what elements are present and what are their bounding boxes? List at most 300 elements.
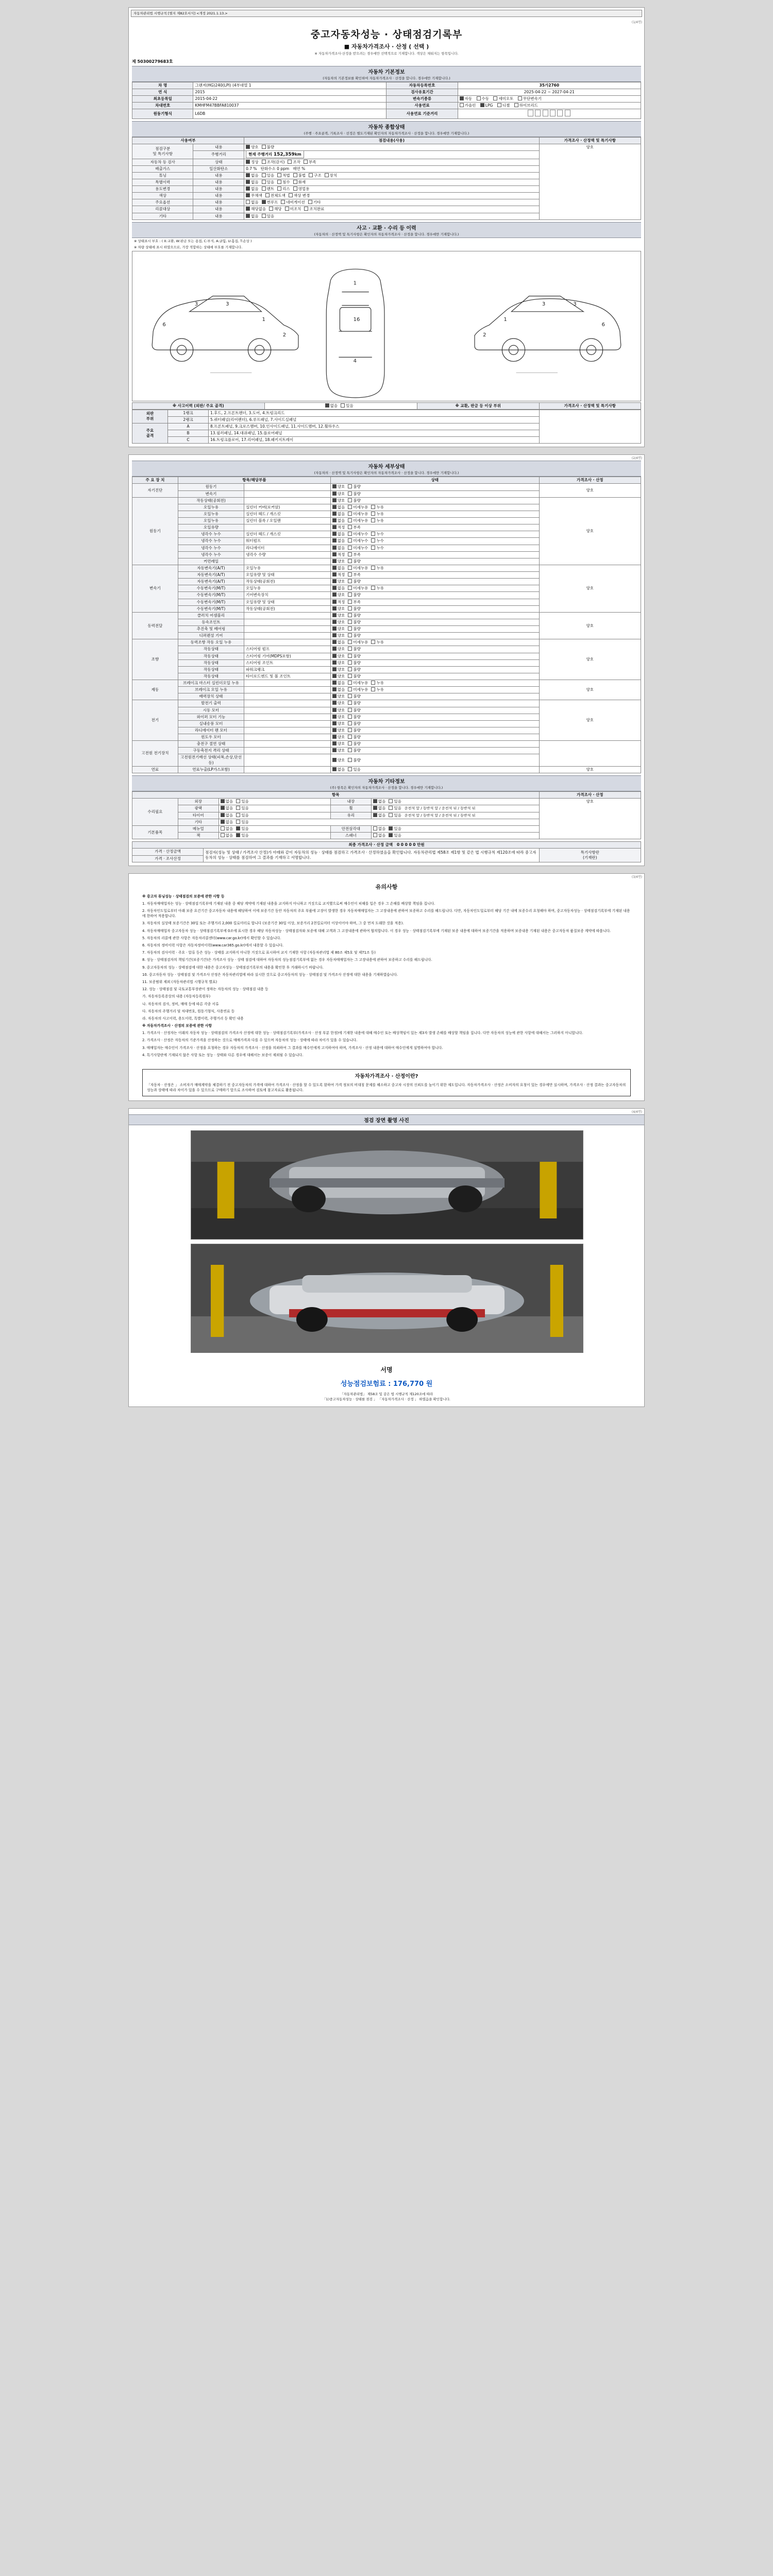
option-불량[interactable]: 불량: [348, 674, 361, 679]
option-불량[interactable]: 불량: [348, 654, 361, 659]
option-exists[interactable]: 있음: [262, 173, 275, 178]
checkbox-icon[interactable]: [371, 505, 375, 509]
option-누유[interactable]: 누유: [371, 640, 384, 645]
checkbox-icon[interactable]: [371, 518, 375, 522]
option-없음[interactable]: 없음: [332, 538, 345, 544]
option-양호[interactable]: 양호: [332, 613, 345, 618]
option-etc[interactable]: 기타: [308, 200, 321, 205]
option-없음[interactable]: 없음: [332, 546, 345, 551]
detail-subpart: [244, 497, 331, 504]
option-불량[interactable]: 불량: [348, 694, 361, 699]
option-없음[interactable]: 없음: [332, 640, 345, 645]
option-누유[interactable]: 누유: [371, 681, 384, 686]
option-none[interactable]: 없음: [246, 214, 259, 219]
option-양호[interactable]: 양호: [332, 748, 345, 753]
notice-heading-2: ※ 자동차가격조사 · 산정의 보증에 관한 사항: [142, 1024, 212, 1028]
option-불량[interactable]: 불량: [348, 748, 361, 753]
option-양호[interactable]: 양호: [332, 694, 345, 699]
option-없음[interactable]: 없음: [332, 767, 345, 772]
option-good[interactable]: 양호: [246, 145, 259, 150]
option-none[interactable]: 없음: [221, 799, 233, 804]
option-미세누수[interactable]: 미세누수: [348, 538, 368, 544]
checkbox-icon[interactable]: [348, 613, 352, 617]
option-적정[interactable]: 적정: [332, 572, 345, 578]
option-none[interactable]: 없음: [246, 180, 259, 185]
option-semiauto[interactable]: 세미오토: [493, 96, 513, 101]
checkbox-icon[interactable]: [332, 721, 337, 725]
label-fuel: 사용연료: [386, 102, 458, 109]
option-불량[interactable]: 불량: [348, 492, 361, 497]
option-양호[interactable]: 양호: [332, 701, 345, 706]
option-양호[interactable]: 양호: [332, 654, 345, 659]
checkbox-icon[interactable]: [348, 667, 352, 671]
checkbox-icon[interactable]: [348, 758, 352, 762]
option-불량[interactable]: 불량: [348, 715, 361, 720]
checkbox-icon[interactable]: [348, 592, 352, 597]
detail-part: 수동변속기(M/T): [178, 599, 244, 605]
option-없음[interactable]: 없음: [332, 681, 345, 686]
checkbox-icon[interactable]: [348, 728, 352, 732]
option-none[interactable]: 없음: [373, 799, 386, 804]
option-미세누유[interactable]: 미세누유: [348, 518, 368, 523]
checkbox-icon[interactable]: [332, 735, 337, 739]
inspection-photo-2: [191, 1244, 583, 1353]
option-colorchange[interactable]: 색상 변경: [289, 193, 310, 198]
option-exists[interactable]: 있음: [236, 806, 249, 811]
checkbox-icon[interactable]: [332, 566, 337, 570]
checkbox-icon[interactable]: [348, 694, 352, 698]
checkbox-icon[interactable]: [332, 687, 337, 691]
checkbox-icon[interactable]: [348, 748, 352, 752]
checkbox-icon[interactable]: [332, 586, 337, 590]
option-양호[interactable]: 양호: [332, 484, 345, 489]
checkbox-icon[interactable]: [332, 667, 337, 671]
row-state-2: [244, 159, 539, 165]
option-없음[interactable]: 없음: [332, 586, 345, 591]
option-누유[interactable]: 누유: [371, 566, 384, 571]
detail-subpart: [244, 612, 331, 619]
option-없음[interactable]: 없음: [332, 687, 345, 692]
checkbox-icon[interactable]: [332, 758, 337, 762]
checkbox-icon[interactable]: [332, 546, 337, 550]
option-lpg[interactable]: LPG: [480, 103, 493, 108]
option-양호[interactable]: 양호: [332, 498, 345, 503]
detail-part: 디퍼렌셜 기어: [178, 633, 244, 639]
checkbox-icon[interactable]: [348, 715, 352, 719]
option-불량[interactable]: 불량: [348, 708, 361, 713]
option-불량[interactable]: 불량: [348, 613, 361, 618]
option-미세누유[interactable]: 미세누유: [348, 681, 368, 686]
option-불량[interactable]: 불량: [348, 498, 361, 503]
option-미세누유[interactable]: 미세누유: [348, 586, 368, 591]
checkbox-icon[interactable]: [332, 600, 337, 604]
option-누유[interactable]: 누유: [371, 505, 384, 510]
option-미세누수[interactable]: 미세누수: [348, 546, 368, 551]
checkbox-icon[interactable]: [348, 633, 352, 637]
option-적정[interactable]: 적정: [332, 525, 345, 530]
option-불량[interactable]: 불량: [348, 741, 361, 747]
checkbox-icon[interactable]: [332, 532, 337, 536]
label-first-reg: 최초등록일: [132, 95, 193, 102]
option-none[interactable]: 없음: [221, 806, 233, 811]
checkbox-icon[interactable]: [371, 586, 375, 590]
option-exists[interactable]: 있음: [236, 826, 249, 832]
detail-group-name: 원동기: [132, 497, 178, 565]
checkbox-icon[interactable]: [371, 687, 375, 691]
option-diesel[interactable]: 디젤: [497, 103, 510, 108]
option-cvt[interactable]: 무단변속기: [518, 96, 542, 101]
option-structure[interactable]: 구조: [309, 173, 322, 178]
option-불량[interactable]: 불량: [348, 606, 361, 612]
checkbox-icon[interactable]: [348, 586, 352, 590]
option-불량[interactable]: 불량: [348, 633, 361, 638]
option-none[interactable]: 없음: [221, 813, 233, 818]
option-누수[interactable]: 누수: [371, 532, 384, 537]
checkbox-icon[interactable]: [348, 552, 352, 556]
option-양호[interactable]: 양호: [332, 492, 345, 497]
checkbox-icon[interactable]: [371, 681, 375, 685]
row-sub: 내용: [193, 206, 244, 213]
option-있음[interactable]: 있음: [348, 767, 361, 772]
option-부족[interactable]: 부족: [348, 525, 361, 530]
checkbox-icon[interactable]: [332, 701, 337, 705]
option-none[interactable]: 없음: [373, 806, 386, 811]
checkbox-icon[interactable]: [371, 538, 375, 543]
checkbox-icon[interactable]: [348, 512, 352, 516]
option-none[interactable]: 없음: [373, 813, 386, 818]
checkbox-icon[interactable]: [332, 748, 337, 752]
option-exists[interactable]: 있음: [389, 806, 401, 811]
checkbox-icon[interactable]: [348, 538, 352, 543]
option-누유[interactable]: 누유: [371, 518, 384, 523]
option-불량[interactable]: 불량: [348, 721, 361, 726]
option-미세누유[interactable]: 미세누유: [348, 687, 368, 692]
checkbox-icon[interactable]: [332, 579, 337, 583]
notice-item: 12. 성능 · 상태점검 및 국토교통부장관이 정하는 자동차의 성능 · 상태점검 내용 등: [142, 987, 268, 992]
detail-group-name: 자기진단: [132, 484, 178, 497]
option-exists[interactable]: 있음: [389, 799, 401, 804]
option-fullpaint[interactable]: 전체도색: [265, 193, 285, 198]
option-없음[interactable]: 없음: [332, 566, 345, 571]
option-양호[interactable]: 양호: [332, 674, 345, 679]
option-부족[interactable]: 부족: [348, 572, 361, 578]
option-illegal[interactable]: 불법: [293, 173, 306, 178]
option-lack[interactable]: 부족: [304, 160, 316, 165]
checkbox-icon[interactable]: [348, 532, 352, 536]
checkbox-icon[interactable]: [348, 767, 352, 771]
footer-line-2: 「1)중고자동차성능 · 상태를 점검 」 「자동차가격조사 · 산정 」 하였음을 확인합니다.: [323, 1397, 450, 1402]
option-exists[interactable]: 있음: [236, 799, 249, 804]
checkbox-icon[interactable]: [371, 532, 375, 536]
etc-sub-spanner: 스패너: [330, 833, 371, 839]
option-미세누유[interactable]: 미세누유: [348, 640, 368, 645]
checkbox-icon[interactable]: [348, 484, 352, 488]
option-exists[interactable]: 있음: [341, 403, 354, 409]
option-sunroof[interactable]: 썬루프: [262, 200, 278, 205]
accident-price-note: [539, 410, 641, 444]
detail-subpart: [244, 484, 331, 490]
option-none[interactable]: 없음: [246, 173, 259, 178]
option-누유[interactable]: 누유: [371, 586, 384, 591]
checkbox-icon[interactable]: [371, 566, 375, 570]
row-sub: 상태: [193, 159, 244, 165]
checkbox-icon[interactable]: [348, 701, 352, 705]
option-불량[interactable]: 불량: [348, 626, 361, 632]
option-양호[interactable]: 양호: [332, 647, 345, 652]
option-exists[interactable]: 있음: [389, 833, 401, 838]
option-부족[interactable]: 부족: [348, 600, 361, 605]
detail-state-options: [330, 484, 539, 490]
checkbox-icon[interactable]: [348, 721, 352, 725]
notice-item: 6. 자동차의 정비이력 사항은 자동차정비이력(www.car365.go.kr)에서 내용할 수 있습니다.: [142, 943, 284, 948]
option-양호[interactable]: 양호: [332, 660, 345, 666]
option-양호[interactable]: 양호: [332, 708, 345, 713]
option-양호[interactable]: 양호: [332, 721, 345, 726]
etc-state-other: [219, 819, 539, 825]
option-양호[interactable]: 양호: [332, 758, 345, 763]
option-legal[interactable]: 적법: [277, 173, 290, 178]
checkbox-icon[interactable]: [348, 505, 352, 509]
checkbox-icon[interactable]: [332, 741, 337, 745]
option-양호[interactable]: 양호: [332, 626, 345, 632]
option-불량[interactable]: 불량: [348, 660, 361, 666]
detail-part: 작동상태: [178, 666, 244, 673]
checkbox-icon[interactable]: [332, 694, 337, 698]
col-part: 항목/해당부품: [178, 477, 330, 484]
option-불량[interactable]: 불량: [348, 579, 361, 584]
option-applicable[interactable]: 해당: [269, 207, 282, 212]
checkbox-icon[interactable]: [348, 546, 352, 550]
detail-part: 작동상태: [178, 659, 244, 666]
table-row: [132, 484, 641, 490]
checkbox-icon[interactable]: [332, 640, 337, 644]
option-bad[interactable]: 불량: [262, 145, 275, 150]
detail-part: 오일유량: [178, 524, 244, 531]
label-carname: 차 명: [132, 82, 193, 89]
option-hybrid[interactable]: 하이브리드: [514, 103, 538, 108]
detail-subpart: 타이로드엔드 및 볼 조인트: [244, 673, 331, 680]
option-미세누유[interactable]: 미세누유: [348, 505, 368, 510]
option-양호[interactable]: 양호: [332, 592, 345, 598]
checkbox-icon[interactable]: [348, 647, 352, 651]
checkbox-icon[interactable]: [332, 613, 337, 617]
checkbox-icon[interactable]: [348, 566, 352, 570]
option-미세누수[interactable]: 미세누수: [348, 532, 368, 537]
price-statement: 점검자(성능 및 상태 / 가격조사 산정)가 아래와 같이 자동차의 성능 · 상태를 점검하고 가격조사 · 산정하였음을 확인합니다. 자동차관리법 제58조 제1항 및 같은 법 시행규칙 제120조에 따라 중고자동차의 성능 · 상태를 점검하여 그 결과를 기재하고 서명합니다.: [204, 849, 539, 862]
checkbox-icon[interactable]: [332, 633, 337, 637]
checkbox-icon[interactable]: [348, 559, 352, 563]
option-불량[interactable]: 불량: [348, 735, 361, 740]
option-양호[interactable]: 양호: [332, 741, 345, 747]
checkbox-icon[interactable]: [348, 741, 352, 745]
option-양호[interactable]: 양호: [332, 715, 345, 720]
option-exists[interactable]: 있음: [262, 180, 275, 185]
option-manual[interactable]: 수동: [477, 96, 490, 101]
option-적정[interactable]: 적정: [332, 552, 345, 557]
option-fire[interactable]: 화재: [293, 180, 306, 185]
checkbox-icon[interactable]: [348, 708, 352, 712]
checkbox-icon[interactable]: [332, 728, 337, 732]
checkbox-icon[interactable]: [348, 654, 352, 658]
option-exists[interactable]: 있음: [389, 826, 401, 832]
checkbox-icon[interactable]: [348, 606, 352, 611]
option-없음[interactable]: 없음: [332, 512, 345, 517]
option-양호[interactable]: 양호: [332, 728, 345, 733]
checkbox-icon[interactable]: [332, 498, 337, 502]
option-불량[interactable]: 불량: [348, 667, 361, 672]
option-부족[interactable]: 부족: [348, 552, 361, 557]
option-none[interactable]: 없음: [221, 826, 233, 832]
option-none[interactable]: 없음: [373, 833, 386, 838]
checkbox-icon[interactable]: [332, 620, 337, 624]
option-lease[interactable]: 리스: [277, 187, 290, 192]
option-exists[interactable]: 있음: [236, 820, 249, 825]
row-state-tuning: [244, 172, 539, 179]
checkbox-icon[interactable]: [332, 674, 337, 678]
section-title-accident: 사고 · 교환 · 수리 등 이력: [357, 225, 416, 231]
option-불량[interactable]: 불량: [348, 559, 361, 564]
checkbox-icon[interactable]: [332, 552, 337, 556]
option-gasoline[interactable]: 가솔린: [460, 103, 476, 108]
option-original[interactable]: 무채색: [246, 193, 262, 198]
checkbox-icon[interactable]: [332, 647, 337, 651]
checkbox-icon[interactable]: [332, 559, 337, 563]
option-없음[interactable]: 없음: [332, 532, 345, 537]
row-sub-label-mileage: 주행거리: [193, 151, 244, 159]
option-없음[interactable]: 없음: [332, 518, 345, 523]
checkbox-icon[interactable]: [332, 715, 337, 719]
option-양호[interactable]: 양호: [332, 667, 345, 672]
option-불량[interactable]: 불량: [348, 728, 361, 733]
etc-state-tire: [219, 812, 330, 819]
checkbox-icon[interactable]: [348, 572, 352, 577]
checkbox-icon[interactable]: [332, 512, 337, 516]
checkbox-icon[interactable]: [332, 654, 337, 658]
checkbox-icon[interactable]: [332, 708, 337, 712]
option-business[interactable]: 영업용: [293, 187, 310, 192]
option-불량[interactable]: 불량: [348, 620, 361, 625]
checkbox-icon[interactable]: [348, 620, 352, 624]
option-exists[interactable]: 있음: [262, 214, 275, 219]
option-누수[interactable]: 누수: [371, 538, 384, 544]
option-양호[interactable]: 양호: [332, 559, 345, 564]
option-양호[interactable]: 양호: [332, 579, 345, 584]
option-미세누유[interactable]: 미세누유: [348, 566, 368, 571]
option-tamper[interactable]: 조작(감지): [262, 160, 285, 165]
checkbox-icon[interactable]: [348, 681, 352, 685]
svg-text:4: 4: [353, 358, 357, 364]
option-unfixed[interactable]: 미조치: [285, 207, 301, 212]
option-적정[interactable]: 적정: [332, 600, 345, 605]
option-양호[interactable]: 양호: [332, 606, 345, 612]
checkbox-icon[interactable]: [348, 626, 352, 631]
option-fixed[interactable]: 조치완료: [304, 207, 324, 212]
checkbox-icon[interactable]: [332, 572, 337, 577]
checkbox-icon[interactable]: [348, 660, 352, 665]
option-auto[interactable]: 자동: [460, 96, 473, 101]
option-none[interactable]: 없음: [221, 820, 233, 825]
option-normal[interactable]: 정상: [246, 160, 259, 165]
checkbox-icon[interactable]: [371, 512, 375, 516]
checkbox-icon[interactable]: [332, 484, 337, 488]
checkbox-icon[interactable]: [348, 518, 352, 522]
notice-heading-1: ※ 중고차 튜닝성능 · 상태점검의 보증에 관한 사항 등: [142, 894, 225, 899]
option-navigation[interactable]: 네비게이션: [281, 200, 305, 205]
checkbox-icon[interactable]: [332, 660, 337, 665]
checkbox-icon[interactable]: [332, 492, 337, 496]
option-불량[interactable]: 불량: [348, 701, 361, 706]
detail-subpart: 오일누유: [244, 565, 331, 571]
option-불량[interactable]: 불량: [348, 758, 361, 763]
checkbox-icon[interactable]: [371, 640, 375, 644]
checkbox-icon[interactable]: [348, 492, 352, 496]
checkbox-icon[interactable]: [348, 525, 352, 529]
option-누유[interactable]: 누유: [371, 512, 384, 517]
detail-part: 라디에이터 팬 모터: [178, 727, 244, 734]
checkbox-icon[interactable]: [348, 674, 352, 678]
checkbox-icon[interactable]: [348, 579, 352, 583]
checkbox-icon[interactable]: [348, 640, 352, 644]
detail-subpart: 파워크랭크: [244, 666, 331, 673]
checkbox-icon[interactable]: [332, 681, 337, 685]
checkbox-icon[interactable]: [348, 498, 352, 502]
checkbox-icon[interactable]: [348, 735, 352, 739]
option-alter[interactable]: 조작: [288, 160, 300, 165]
option-exists[interactable]: 있음: [236, 833, 249, 838]
option-양호[interactable]: 양호: [332, 633, 345, 638]
option-none[interactable]: 없음: [246, 200, 259, 205]
checkbox-icon[interactable]: [332, 592, 337, 597]
option-exists[interactable]: 있음: [236, 813, 249, 818]
checkbox-icon[interactable]: [332, 538, 337, 543]
option-none[interactable]: 없음: [325, 403, 338, 409]
option-불량[interactable]: 불량: [348, 484, 361, 489]
option-불량[interactable]: 불량: [348, 647, 361, 652]
option-none[interactable]: 없음: [246, 187, 259, 192]
detail-state-options: [330, 538, 539, 545]
detail-part: 작동상태: [178, 646, 244, 653]
checkbox-icon[interactable]: [332, 518, 337, 522]
table-header-row: [132, 477, 641, 484]
checkbox-icon[interactable]: [348, 687, 352, 691]
checkbox-icon[interactable]: [348, 600, 352, 604]
option-불량[interactable]: 불량: [348, 592, 361, 598]
option-flood[interactable]: 침수: [277, 180, 290, 185]
option-exists[interactable]: 있음: [389, 813, 401, 818]
checkbox-icon[interactable]: [332, 767, 337, 771]
checkbox-icon[interactable]: [332, 626, 337, 631]
detail-subpart: 오일누유: [244, 585, 331, 592]
option-양호[interactable]: 양호: [332, 735, 345, 740]
option-na[interactable]: 해당없음: [246, 207, 266, 212]
option-누유[interactable]: 누유: [371, 687, 384, 692]
option-누수[interactable]: 누수: [371, 546, 384, 551]
checkbox-icon[interactable]: [332, 525, 337, 529]
option-none[interactable]: 없음: [373, 826, 386, 832]
option-양호[interactable]: 양호: [332, 620, 345, 625]
option-미세누유[interactable]: 미세누유: [348, 512, 368, 517]
detail-part: 수동변속기(M/T): [178, 605, 244, 612]
option-없음[interactable]: 없음: [332, 505, 345, 510]
frame-b-label: B: [168, 430, 209, 437]
checkbox-icon[interactable]: [332, 606, 337, 611]
option-none[interactable]: 없음: [221, 833, 233, 838]
checkbox-icon[interactable]: [332, 505, 337, 509]
option-rent[interactable]: 렌트: [262, 187, 275, 192]
option-device[interactable]: 장치: [325, 173, 338, 178]
checkbox-icon[interactable]: [371, 546, 375, 550]
row-label-recall: 리콜대상: [132, 206, 193, 213]
